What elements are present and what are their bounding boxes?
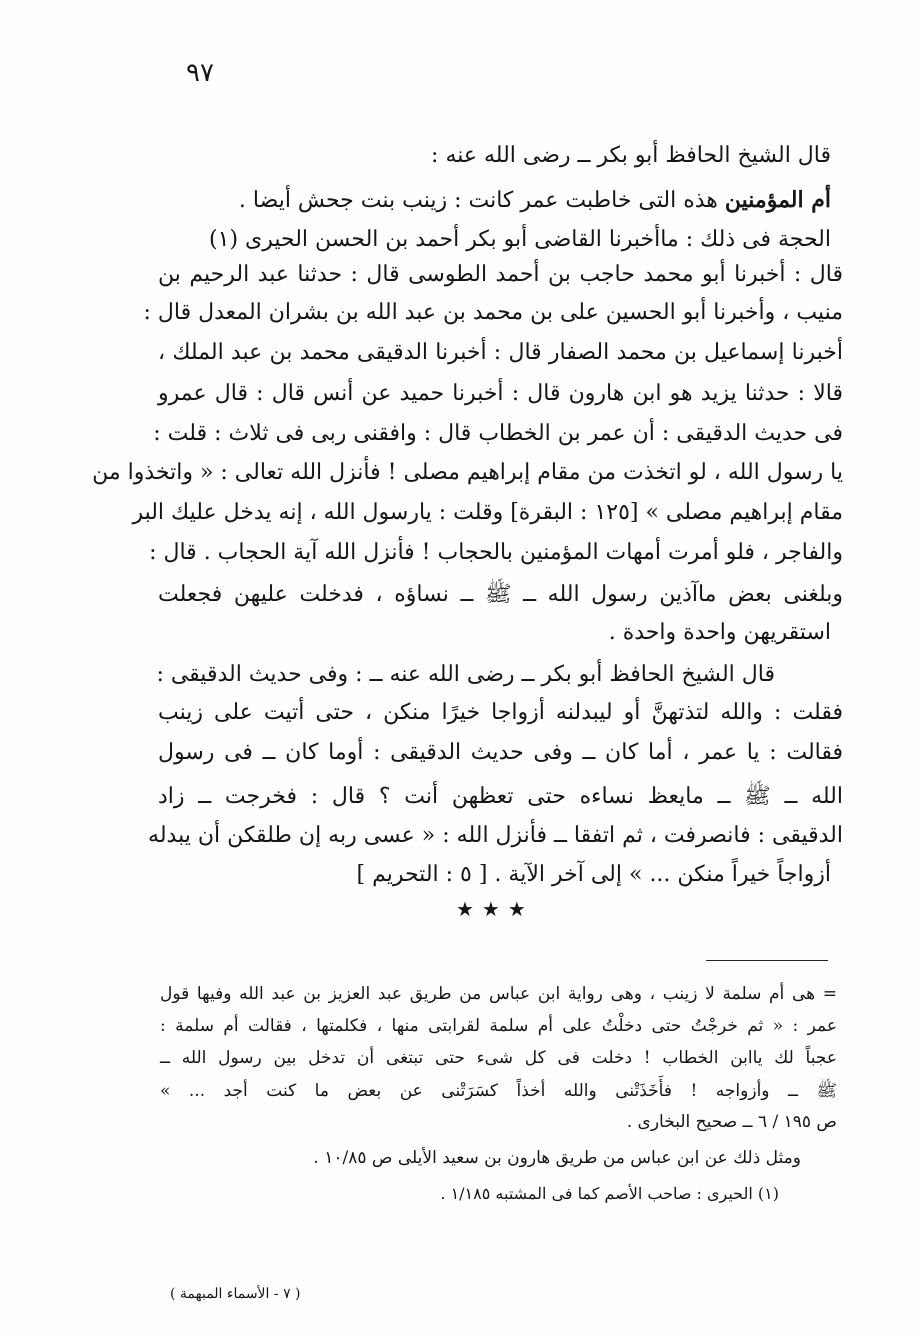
- paragraph1-line: استقريهن واحدة واحدة .: [608, 620, 831, 645]
- page-number: ٩٧: [186, 58, 214, 88]
- section-divider-stars: ★★★: [456, 897, 534, 921]
- paragraph1-line: والفاجر ، فلو أمرت أمهات المؤمنين بالحجاب ! فأنزل الله آية الحجاب . قال :: [149, 540, 843, 565]
- footnote-1: (١) الحيرى : صاحب الأصم كما فى المشتبه ١/١٨٥ .: [440, 1184, 779, 1203]
- footnote-line: ومثل ذلك عن ابن عباس من طريق هارون بن سعيد الأيلى ص ١٠/٨٥ .: [313, 1148, 801, 1168]
- paragraph1-line-rest: هذه التى خاطبت عمر كانت : زينب بنت جحش أيضا .: [238, 188, 718, 213]
- paragraph2-line: أزواجاً خيراً منكن ... » إلى آخر الآية . [ ٥ : التحريم ]: [356, 862, 831, 887]
- paragraph1-line: فى حديث الدقيقى : أن عمر بن الخطاب قال : وافقنى ربى فى ثلاث : قلت :: [153, 421, 843, 446]
- paragraph2-line: الدقيقى : فانصرفت ، ثم اتفقا ــ فأنزل الله : « عسى ربه إن طلقكن أن يبدله: [148, 823, 843, 848]
- footnote-line: عمر : « ثم خرجْتُ حتى دخلْتُ على أم سلمة لقرابتى منها ، فكلمتها ، فقالت أم سلمة :: [160, 1016, 837, 1036]
- footnote-line: ﷺ ــ وأزواجه ! فأَخَذَتْنى والله أخذاً كسَرَتْنى عن بعض ما كنت أجد ... »: [160, 1081, 837, 1101]
- paragraph1-line: أخبرنا إسماعيل بن محمد الصفار قال : أخبرنا الدقيقى محمد بن عبد الملك ،: [158, 340, 843, 365]
- footnote-line: = هى أم سلمة لا زينب ، وهى رواية ابن عباس من طريق عبد العزيز بن عبد الله وفيها قول: [160, 984, 837, 1004]
- paragraph1-line: وبلغنى بعض ماآذين رسول الله ــ ﷺ ــ نساؤه ، فدخلت عليهن فجعلت: [158, 582, 843, 607]
- paragraph2-line: فقالت : يا عمر ، أما كان ــ وفى حديث الدقيقى : أوما كان ــ فى رسول: [158, 740, 843, 765]
- signature-mark: ( ٧ - الأسماء المبهمة ): [170, 1286, 301, 1302]
- paragraph1-line: يا رسول الله ، لو اتخذت من مقام إبراهيم مصلى ! فأنزل الله تعالى : « واتخذوا من: [92, 460, 843, 485]
- bold-term: أم المؤمنين: [724, 187, 831, 213]
- paragraph1-line: [239, 187, 831, 213]
- footnote-line: عجباً لك ياابن الخطاب ! دخلت فى كل شىء حتى تبتغى أن تدخل بين رسول الله ــ: [160, 1048, 837, 1068]
- paragraph2-line: قال الشيخ الحافظ أبو بكر ــ رضى الله عنه ــ : وفى حديث الدقيقى :: [156, 662, 775, 687]
- paragraph1-line: مقام إبراهيم مصلى » [١٢٥ : البقرة] وقلت : يارسول الله ، إنه يدخل عليك البر: [132, 500, 843, 525]
- paragraph1-line: قال الشيخ الحافظ أبو بكر ــ رضى الله عنه :: [431, 143, 831, 168]
- paragraph1-line: قال : أخبرنا أبو محمد حاجب بن أحمد الطوسى قال : حدثنا عبد الرحيم بن: [158, 262, 843, 287]
- footnote-line: ص ١٩٥ / ٦ ــ صحيح البخارى .: [626, 1112, 837, 1132]
- paragraph1-line: منيب ، وأخبرنا أبو الحسين على بن محمد بن عبد الله بن بشران المعدل قال :: [143, 300, 843, 325]
- paragraph2-line: فقلت : والله لتذتهنَّ أو ليبدلنه أزواجا خيرًا منكن ، حتى أتيت على زينب: [158, 700, 843, 725]
- paragraph2-line: الله ــ ﷺ ــ مايعظ نساءه حتى تعظهن أنت ؟ قال : فخرجت ــ زاد: [158, 784, 843, 809]
- paragraph1-line: قالا : حدثنا يزيد هو ابن هارون قال : أخبرنا حميد عن أنس قال : قال عمرو: [158, 381, 843, 406]
- footnote-separator: [706, 960, 828, 961]
- paragraph1-line: الحجة فى ذلك : ماأخبرنا القاضى أبو بكر أحمد بن الحسن الحيرى (١): [209, 227, 831, 252]
